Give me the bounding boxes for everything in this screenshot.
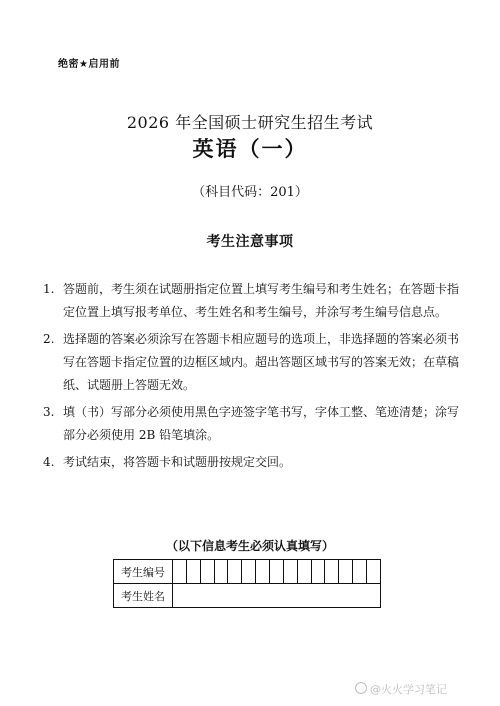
candidate-id-cells[interactable] — [173, 560, 380, 583]
notice-item-text: 选择题的答案必须涂写在答题卡相应题号的选项上，非选择题的答案必须书写在答题卡指定位置的边框区域内。超出答题区域书写的答案无效；在草稿纸、试题册上答题无效。 — [63, 332, 460, 392]
candidate-id-digit-cell[interactable] — [338, 560, 352, 583]
candidate-id-digit-cell[interactable] — [283, 560, 297, 583]
notice-item-number: 4. — [43, 455, 55, 469]
subject-title: 英语（一） — [192, 136, 308, 161]
notice-item — [43, 328, 463, 397]
candidate-id-digit-cell[interactable] — [241, 560, 255, 583]
notice-item-number: 3. — [43, 405, 55, 419]
camera-icon — [355, 682, 367, 694]
candidate-id-digit-cell[interactable] — [352, 560, 366, 583]
notice-item-number: 2. — [43, 332, 55, 346]
watermark — [355, 681, 447, 697]
info-hint: （以下信息考生必须认真填写） — [165, 539, 334, 553]
candidate-id-digit-cell[interactable] — [297, 560, 311, 583]
candidate-info-table — [113, 559, 381, 608]
watermark-text: @火火学习笔记 — [370, 683, 447, 696]
candidate-id-digit-cell[interactable] — [173, 560, 186, 583]
candidate-id-field[interactable] — [173, 560, 381, 584]
notice-list — [43, 278, 463, 478]
candidate-id-row — [114, 560, 381, 584]
notice-item-text: 考试结束，将答题卡和试题册按规定交回。 — [63, 455, 292, 469]
candidate-id-digit-cell[interactable] — [269, 560, 283, 583]
candidate-id-digit-cell[interactable] — [311, 560, 325, 583]
notice-item — [43, 401, 463, 447]
candidate-id-digit-cell[interactable] — [366, 560, 380, 583]
notice-item-number: 1. — [43, 282, 55, 296]
candidate-name-label: 考生姓名 — [114, 584, 173, 608]
subject-code: （科目代码：201） — [192, 185, 308, 200]
notice-item — [43, 278, 463, 324]
candidate-id-digit-cell[interactable] — [186, 560, 200, 583]
candidate-id-digit-cell[interactable] — [214, 560, 228, 583]
candidate-name-field[interactable] — [173, 584, 381, 608]
candidate-id-digit-cell[interactable] — [227, 560, 241, 583]
candidate-id-digit-cell[interactable] — [255, 560, 269, 583]
candidate-id-digit-cell[interactable] — [324, 560, 338, 583]
secret-mark: 绝密★启用前 — [58, 59, 120, 70]
notice-item-text: 填（书）写部分必须使用黑色字迹签字笔书写，字体工整、笔迹清楚；涂写部分必须使用 2B 铅笔填涂。 — [63, 405, 460, 442]
candidate-id-label: 考生编号 — [114, 560, 173, 584]
candidate-name-row — [114, 584, 381, 608]
exam-title: 2026 年全国硕士研究生招生考试 — [126, 113, 374, 132]
notice-item — [43, 451, 463, 474]
candidate-id-digit-cell[interactable] — [200, 560, 214, 583]
notice-item-text: 答题前，考生须在试题册指定位置上填写考生编号和考生姓名；在答题卡指定位置上填写报考单位、考生姓名和考生编号，并涂写考生编号信息点。 — [63, 282, 460, 319]
notice-title: 考生注意事项 — [206, 234, 294, 250]
